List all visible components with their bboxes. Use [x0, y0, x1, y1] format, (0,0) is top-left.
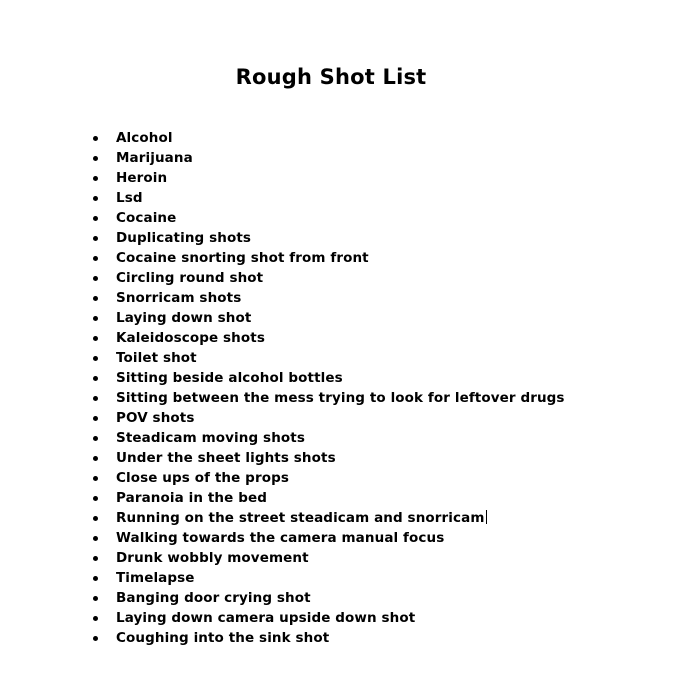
bullet-icon — [93, 456, 98, 461]
bullet-icon — [93, 516, 98, 521]
list-item-text: Duplicating shots — [116, 230, 252, 246]
list-item-text: Running on the street steadicam and snorricam — [116, 510, 485, 526]
list-item-text: Kaleidoscope shots — [116, 330, 265, 346]
list-item-text: Drunk wobbly movement — [116, 550, 309, 566]
list-item — [88, 528, 565, 548]
list-item — [88, 588, 565, 608]
list-item-text: Coughing into the sink shot — [116, 630, 330, 646]
bullet-icon — [93, 376, 98, 381]
list-item — [88, 548, 565, 568]
list-item — [88, 328, 565, 348]
text-cursor — [486, 510, 487, 524]
list-item-text: Sitting beside alcohol bottles — [116, 370, 343, 386]
bullet-icon — [93, 596, 98, 601]
list-item — [88, 188, 565, 208]
list-item — [88, 408, 565, 428]
bullet-icon — [93, 176, 98, 181]
list-item — [88, 268, 565, 288]
list-item — [88, 368, 565, 388]
bullet-icon — [93, 636, 98, 641]
list-item — [88, 508, 565, 528]
bullet-icon — [93, 216, 98, 221]
bullet-icon — [93, 536, 98, 541]
bullet-icon — [93, 256, 98, 261]
bullet-icon — [93, 416, 98, 421]
list-item-text: Steadicam moving shots — [116, 430, 305, 446]
list-item — [88, 468, 565, 488]
bullet-icon — [93, 616, 98, 621]
list-item — [88, 168, 565, 188]
bullet-icon — [93, 396, 98, 401]
list-item-text: Timelapse — [116, 570, 195, 586]
list-item-text: Snorricam shots — [116, 290, 242, 306]
list-item-text: Cocaine — [116, 210, 177, 226]
list-item — [88, 148, 565, 168]
bullet-icon — [93, 156, 98, 161]
list-item — [88, 388, 565, 408]
list-item-text: Close ups of the props — [116, 470, 289, 486]
list-item-text: Toilet shot — [116, 350, 197, 366]
bullet-icon — [93, 236, 98, 241]
list-item — [88, 288, 565, 308]
list-item — [88, 628, 565, 648]
bullet-icon — [93, 436, 98, 441]
bullet-icon — [93, 356, 98, 361]
bullet-icon — [93, 496, 98, 501]
list-item-text: Banging door crying shot — [116, 590, 311, 606]
list-item — [88, 448, 565, 468]
list-item — [88, 568, 565, 588]
list-item-text: Walking towards the camera manual focus — [116, 530, 445, 546]
bullet-icon — [93, 336, 98, 341]
bullet-icon — [93, 296, 98, 301]
list-item-text: POV shots — [116, 410, 195, 426]
list-item-text: Circling round shot — [116, 270, 264, 286]
list-item-text: Sitting between the mess trying to look for leftover drugs — [116, 390, 565, 406]
list-item-text: Under the sheet lights shots — [116, 450, 336, 466]
list-item-text: Alcohol — [116, 130, 173, 146]
list-item — [88, 488, 565, 508]
list-item — [88, 348, 565, 368]
shot-list — [88, 128, 565, 648]
list-item — [88, 128, 565, 148]
list-item — [88, 308, 565, 328]
list-item — [88, 248, 565, 268]
list-item-text: Laying down camera upside down shot — [116, 610, 416, 626]
list-item-text: Cocaine snorting shot from front — [116, 250, 369, 266]
list-item — [88, 608, 565, 628]
list-item-text: Heroin — [116, 170, 168, 186]
list-item-text: Paranoia in the bed — [116, 490, 267, 506]
bullet-icon — [93, 276, 98, 281]
bullet-icon — [93, 476, 98, 481]
bullet-icon — [93, 136, 98, 141]
bullet-icon — [93, 556, 98, 561]
list-item-text: Lsd — [116, 190, 143, 206]
list-item — [88, 428, 565, 448]
list-item-text: Laying down shot — [116, 310, 252, 326]
list-item-text: Marijuana — [116, 150, 193, 166]
document-title: Rough Shot List — [235, 65, 427, 89]
list-item — [88, 208, 565, 228]
bullet-icon — [93, 576, 98, 581]
bullet-icon — [93, 196, 98, 201]
list-item — [88, 228, 565, 248]
bullet-icon — [93, 316, 98, 321]
